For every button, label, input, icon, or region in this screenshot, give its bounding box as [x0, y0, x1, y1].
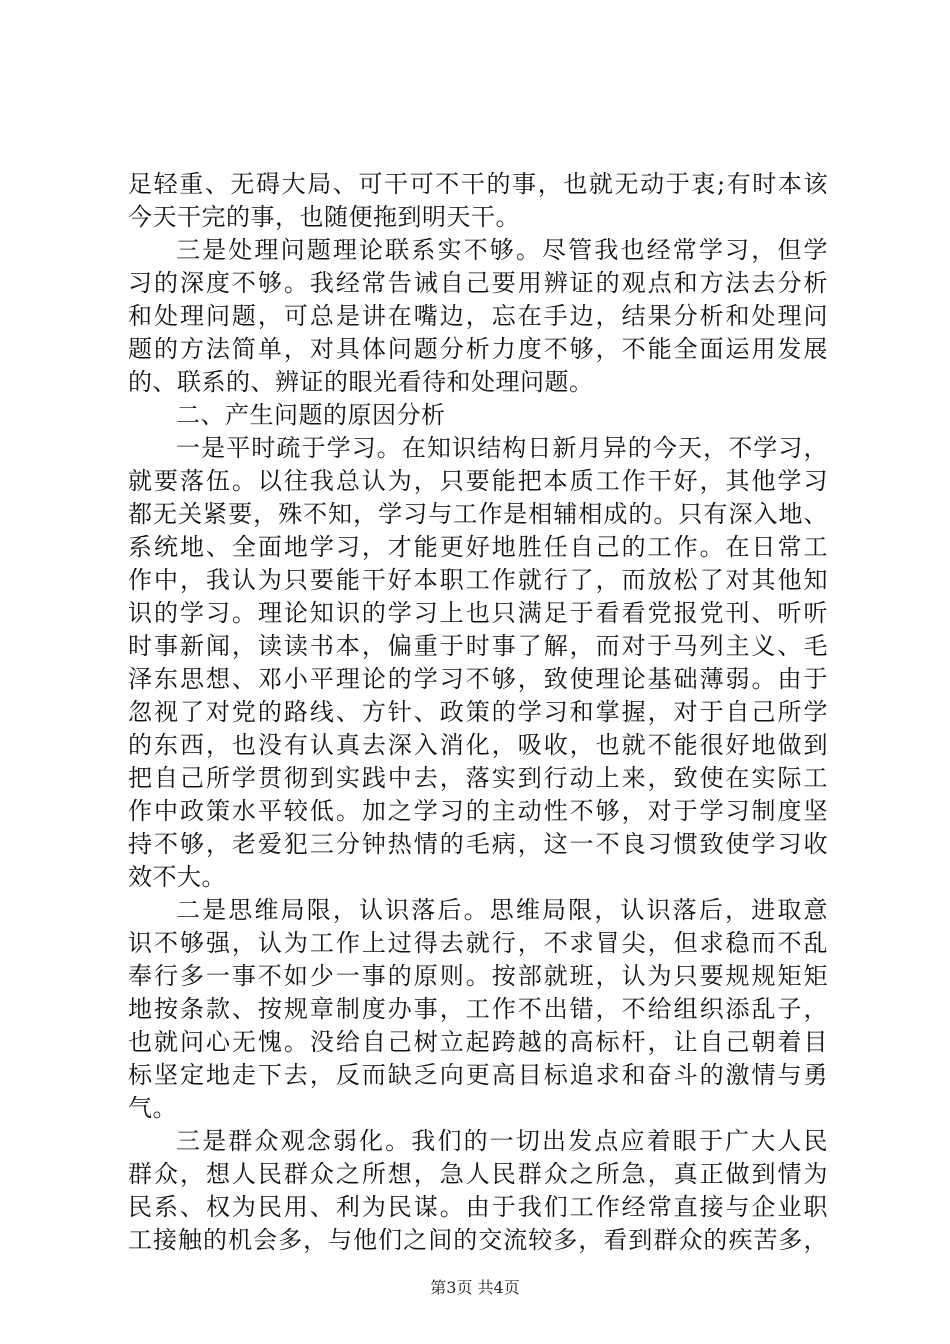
text-line: 作中，我认为只要能干好本职工作就行了，而放松了对其他知 [128, 566, 828, 594]
paragraph-first-line: 三是群众观念弱化。我们的一切出发点应着眼于广大人民 [176, 1127, 828, 1155]
text-line: 持不够，老爱犯三分钟热情的毛病，这一不良习惯致使学习收 [128, 830, 828, 858]
text-line: 忽视了对党的路线、方针、政策的学习和掌握，对于自己所学 [128, 698, 828, 726]
paragraph-first-line: 三是处理问题理论联系实不够。尽管我也经常学习，但学 [176, 236, 828, 264]
text-line: 习的深度不够。我经常告诫自己要用辨证的观点和方法去分析 [128, 269, 828, 297]
text-line: 气。 [128, 1094, 177, 1122]
text-line: 今天干完的事，也随便拖到明天干。 [128, 203, 520, 231]
text-line: 民系、权为民用、利为民谋。由于我们工作经常直接与企业职 [128, 1193, 828, 1221]
text-line: 识不够强，认为工作上过得去就行，不求冒尖，但求稳而不乱 [128, 929, 828, 957]
document-body [128, 168, 828, 1257]
text-line: 的东西，也没有认真去深入消化，吸收，也就不能很好地做到 [128, 731, 828, 759]
text-line: 的、联系的、辨证的眼光看待和处理问题。 [128, 368, 594, 396]
text-line: 泽东思想、邓小平理论的学习不够，致使理论基础薄弱。由于 [128, 665, 828, 693]
text-line: 奉行多一事不如少一事的原则。按部就班，认为只要规规矩矩 [128, 962, 828, 990]
text-line: 系统地、全面地学习，才能更好地胜任自己的工作。在日常工 [128, 533, 828, 561]
text-line: 标坚定地走下去，反而缺乏向更高目标追求和奋斗的激情与勇 [128, 1061, 828, 1089]
section-heading: 二、产生问题的原因分析 [176, 401, 446, 429]
text-line: 和处理问题，可总是讲在嘴边，忘在手边，结果分析和处理问 [128, 302, 828, 330]
text-line: 也就问心无愧。没给自己树立起跨越的高标杆，让自己朝着目 [128, 1028, 828, 1056]
text-line: 就要落伍。以往我总认为，只要能把本质工作干好，其他学习 [128, 467, 828, 495]
text-line: 时事新闻，读读书本，偏重于时事了解，而对于马列主义、毛 [128, 632, 828, 660]
text-line: 作中政策水平较低。加之学习的主动性不够，对于学习制度坚 [128, 797, 828, 825]
text-line: 足轻重、无碍大局、可干可不干的事，也就无动于衷;有时本该 [128, 170, 828, 198]
paragraph-first-line: 二是思维局限，认识落后。思维局限，认识落后，进取意 [176, 896, 828, 924]
text-line: 题的方法简单，对具体问题分析力度不够，不能全面运用发展 [128, 335, 828, 363]
paragraph-first-line: 一是平时疏于学习。在知识结构日新月异的今天，不学习， [176, 434, 828, 462]
text-line: 群众，想人民群众之所想，急人民群众之所急，真正做到情为 [128, 1160, 828, 1188]
page-footer [0, 1278, 950, 1298]
page-number-label: 第3页 共4页 [430, 1278, 520, 1297]
text-line: 都无关紧要，殊不知，学习与工作是相辅相成的。只有深入地、 [128, 500, 828, 528]
text-line: 识的学习。理论知识的学习上也只满足于看看党报党刊、听听 [128, 599, 828, 627]
text-line: 工接触的机会多，与他们之间的交流较多，看到群众的疾苦多， [128, 1226, 828, 1254]
text-line: 效不大。 [128, 863, 226, 891]
text-line: 把自己所学贯彻到实践中去，落实到行动上来，致使在实际工 [128, 764, 828, 792]
text-line: 地按条款、按规章制度办事，工作不出错，不给组织添乱子， [128, 995, 828, 1023]
